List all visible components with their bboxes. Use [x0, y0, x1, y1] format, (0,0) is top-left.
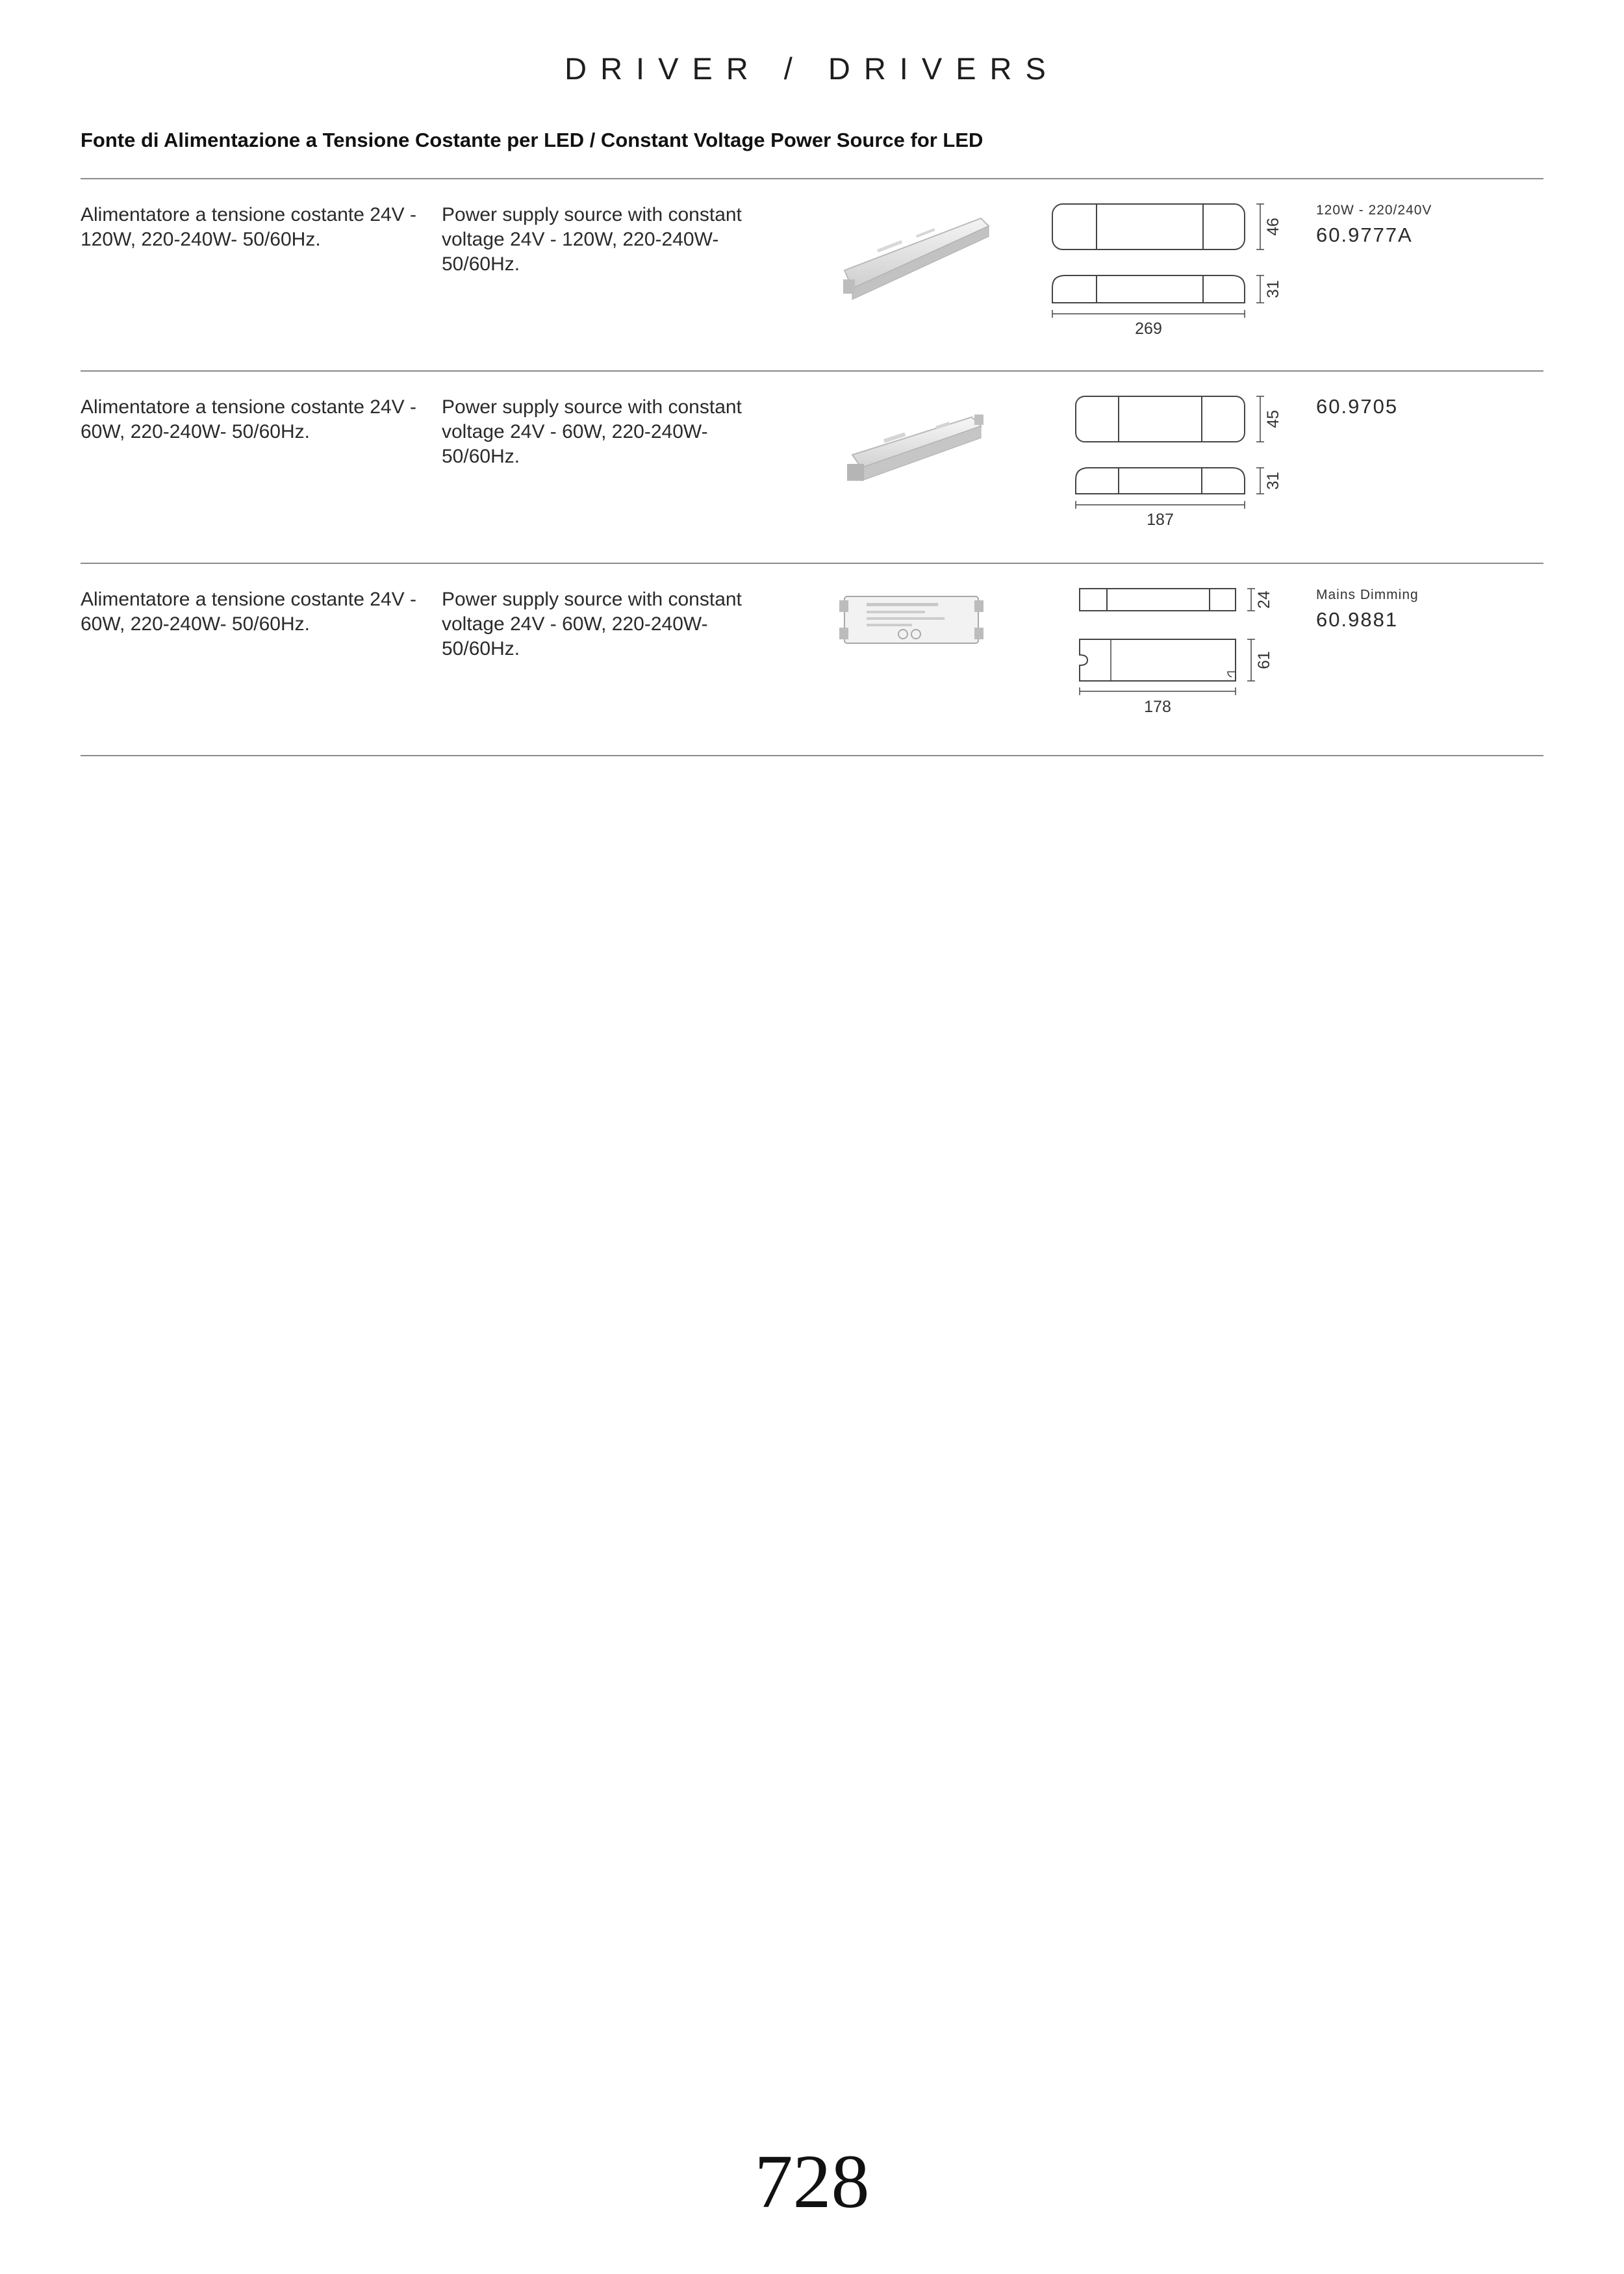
- product-description-italian: Alimentatore a tensione costante 24V - 60W, 220-240W- 50/60Hz.: [81, 589, 416, 635]
- product-row-1: [0, 179, 1624, 372]
- product-description-english: Power supply source with constant voltage 24V - 60W, 220-240W- 50/60Hz.: [442, 589, 742, 659]
- product-code: 60.9705: [1316, 395, 1399, 418]
- dimension-length: 269: [1135, 320, 1162, 338]
- dimension-width: 45: [1264, 410, 1282, 428]
- dimension-length: 187: [1147, 511, 1174, 529]
- product-code: 60.9777A: [1316, 224, 1413, 246]
- technical-drawing: [1039, 385, 1312, 547]
- page-title: DRIVER / DRIVERS: [565, 51, 1059, 86]
- product-code: 60.9881: [1316, 608, 1399, 631]
- dimension-width: 46: [1264, 218, 1282, 236]
- product-photo: [838, 199, 994, 309]
- product-description-english: Power supply source with constant voltage 24V - 120W, 220-240W- 50/60Hz.: [442, 204, 742, 275]
- spec-note: 120W - 220/240V: [1316, 203, 1432, 218]
- page-number: 728: [754, 2139, 870, 2224]
- dimension-width: 61: [1255, 651, 1273, 669]
- dimension-length: 178: [1144, 698, 1171, 716]
- product-description-italian: Alimentatore a tensione costante 24V - 120W, 220-240W- 50/60Hz.: [81, 204, 416, 250]
- product-photo: [838, 583, 994, 694]
- product-description-english: Power supply source with constant voltage 24V - 60W, 220-240W- 50/60Hz.: [442, 396, 742, 467]
- product-row-2: [0, 372, 1624, 564]
- dimension-height: 31: [1264, 472, 1282, 490]
- technical-drawing: [1039, 192, 1312, 355]
- technical-drawing: [1039, 577, 1312, 739]
- dimension-height: 31: [1264, 280, 1282, 298]
- product-row-3: [0, 564, 1624, 756]
- product-photo: [838, 391, 994, 502]
- dimension-height: 24: [1255, 591, 1273, 609]
- product-description-italian: Alimentatore a tensione costante 24V - 60W, 220-240W- 50/60Hz.: [81, 396, 416, 442]
- divider: [81, 755, 1543, 756]
- spec-note: Mains Dimming: [1316, 587, 1419, 602]
- section-title: Fonte di Alimentazione a Tensione Costante per LED / Constant Voltage Power Source for LED: [81, 129, 983, 151]
